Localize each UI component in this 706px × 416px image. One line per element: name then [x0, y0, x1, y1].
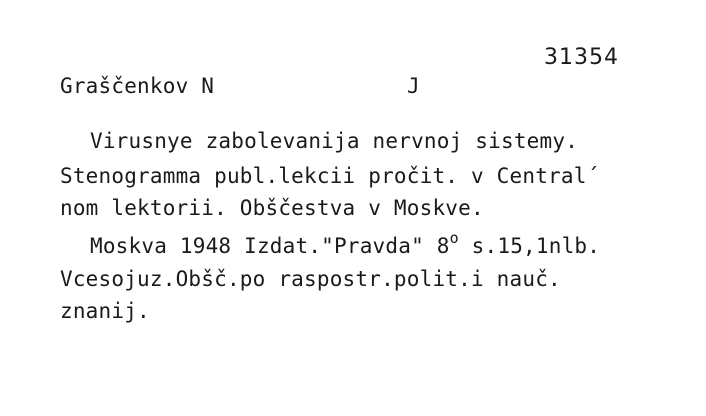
imprint-line-1: [90, 229, 601, 258]
title-line-1: Virusnye zabolevanija nervnoj sistemy.: [90, 129, 579, 153]
format-superscript: o: [449, 229, 459, 247]
title-line-2: Stenogramma publ.lekcii pročit. v Central´: [60, 164, 600, 188]
title-line-3: nom lektorii. Obščestva v Moskve.: [60, 196, 484, 220]
author-name: Graščenkov N: [60, 74, 215, 98]
call-number: 31354: [544, 45, 619, 70]
imprint-line-1-pages: s.15,1nlb.: [458, 234, 601, 258]
imprint-line-2: Vcesojuz.Obšč.po raspostr.polit.i nauč.: [60, 267, 561, 291]
imprint-line-3: znanij.: [60, 299, 150, 323]
author-initial: J: [407, 74, 420, 98]
imprint-line-1-main: Moskva 1948 Izdat."Pravda" 8: [90, 234, 450, 258]
